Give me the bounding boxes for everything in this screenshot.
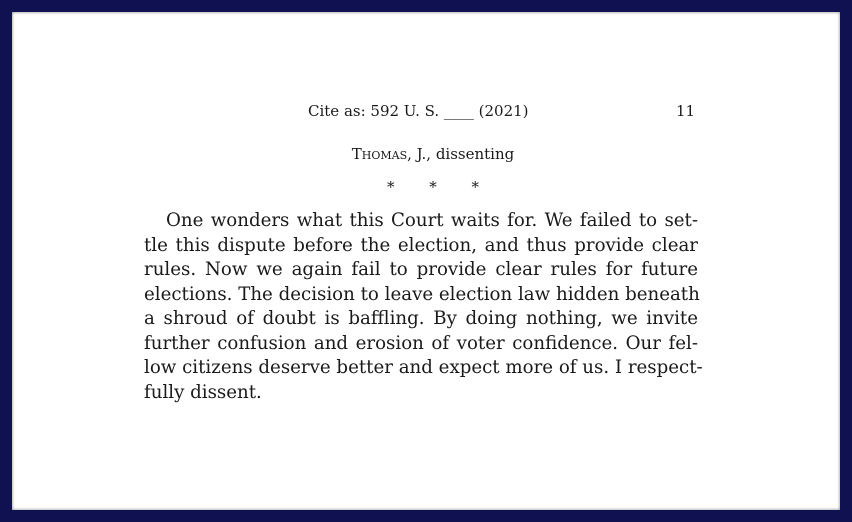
author-name: Thomas — [351, 145, 408, 163]
author-suffix: , J., dissenting — [407, 145, 515, 163]
paragraph-line: tle this dispute before the election, and thus provide clear — [144, 234, 698, 256]
page-number: 11 — [676, 102, 696, 120]
document-page — [12, 12, 840, 510]
paragraph-line: low citizens deserve better and expect more of us. I respect- — [144, 357, 703, 378]
paragraph-line: One wonders what this Court waits for. We failed to set- — [166, 210, 698, 231]
paragraph-line: fully dissent. — [144, 381, 262, 403]
dissent-paragraph — [144, 209, 703, 405]
section-separator: * * * — [386, 178, 480, 196]
paragraph-line: elections. The decision to leave election law hidden beneath — [144, 283, 700, 305]
paragraph-line: a shroud of doubt is baffling. By doing nothing, we invite — [144, 308, 698, 329]
paragraph-line: rules. Now we again fail to provide clear rules for future — [144, 259, 698, 280]
citation-header: Cite as: 592 U. S. ____ (2021) — [308, 102, 529, 120]
opinion-author-line — [12, 145, 840, 163]
paragraph-line: further confusion and erosion of voter confidence. Our fel- — [144, 332, 698, 354]
